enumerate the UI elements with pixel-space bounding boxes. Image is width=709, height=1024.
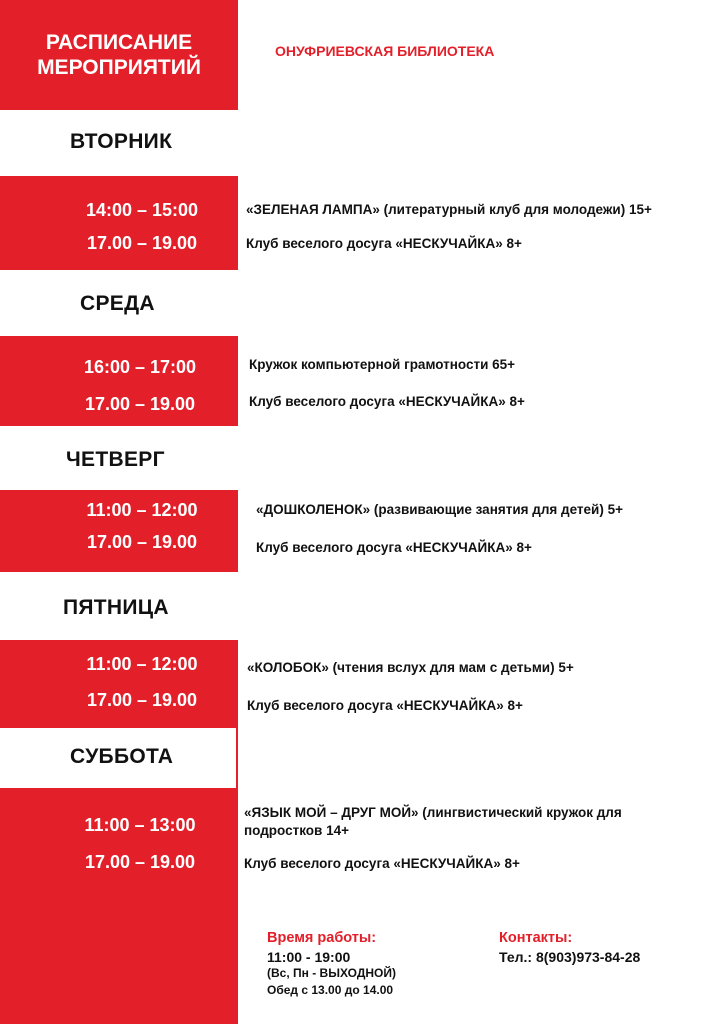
time-slot: 14:00 – 15:00 bbox=[85, 200, 199, 220]
day-saturday: СУББОТА bbox=[70, 745, 174, 768]
time-slot: 17.00 – 19.00 bbox=[84, 394, 196, 414]
event-text: Клуб веселого досуга «НЕСКУЧАЙКА» 8+ bbox=[256, 540, 532, 555]
tuesday-band bbox=[0, 176, 238, 270]
day-tuesday: ВТОРНИК bbox=[70, 130, 173, 153]
contacts-label: Контакты: bbox=[499, 930, 573, 946]
time-slot: 16:00 – 17:00 bbox=[83, 357, 197, 377]
hours-label: Время работы: bbox=[267, 930, 377, 946]
event-text: «ЯЗЫК МОЙ – ДРУГ МОЙ» (лингвистический кружок для подростков 14+ bbox=[244, 805, 622, 838]
event-text: Клуб веселого досуга «НЕСКУЧАЙКА» 8+ bbox=[249, 394, 525, 409]
phone-number: Тел.: 8(903)973-84-28 bbox=[499, 949, 641, 965]
event-text: «КОЛОБОК» (чтения вслух для мам с детьми) 5+ bbox=[247, 660, 574, 675]
day-wednesday: СРЕДА bbox=[80, 292, 155, 315]
event-text: «ЗЕЛЕНАЯ ЛАМПА» (литературный клуб для молодежи) 15+ bbox=[246, 202, 652, 217]
time-slot: 11:00 – 13:00 bbox=[84, 815, 196, 835]
day-friday: ПЯТНИЦА bbox=[63, 596, 169, 619]
time-slot: 17.00 – 19.00 bbox=[84, 852, 196, 872]
day-thursday: ЧЕТВЕРГ bbox=[66, 448, 165, 471]
time-slot: 17.00 – 19.00 bbox=[86, 233, 198, 253]
time-slot: 11:00 – 12:00 bbox=[86, 654, 198, 674]
event-text: «ДОШКОЛЕНОК» (развивающие занятия для детей) 5+ bbox=[256, 502, 623, 517]
time-slot: 17.00 – 19.00 bbox=[86, 690, 198, 710]
friday-band bbox=[0, 640, 238, 726]
event-text: Клуб веселого досуга «НЕСКУЧАЙКА» 8+ bbox=[244, 856, 520, 871]
library-name: ОНУФРИЕВСКАЯ БИБЛИОТЕКА bbox=[275, 43, 495, 59]
event-text: Клуб веселого досуга «НЕСКУЧАЙКА» 8+ bbox=[246, 236, 522, 251]
time-slot: 11:00 – 12:00 bbox=[86, 500, 198, 520]
lunch-break: Обед с 13.00 до 14.00 bbox=[267, 983, 394, 997]
working-hours: 11:00 - 19:00 bbox=[267, 949, 351, 965]
event-text: Кружок компьютерной грамотности 65+ bbox=[249, 357, 516, 372]
time-slot: 17.00 – 19.00 bbox=[86, 532, 198, 552]
schedule-title: РАСПИСАНИЕ МЕРОПРИЯТИЙ bbox=[37, 31, 201, 79]
schedule-title-block bbox=[0, 0, 238, 110]
saturday-band-shape bbox=[0, 728, 240, 1024]
event-text: Клуб веселого досуга «НЕСКУЧАЙКА» 8+ bbox=[247, 698, 523, 713]
closed-days: (Вс, Пн - ВЫХОДНОЙ) bbox=[267, 966, 396, 980]
